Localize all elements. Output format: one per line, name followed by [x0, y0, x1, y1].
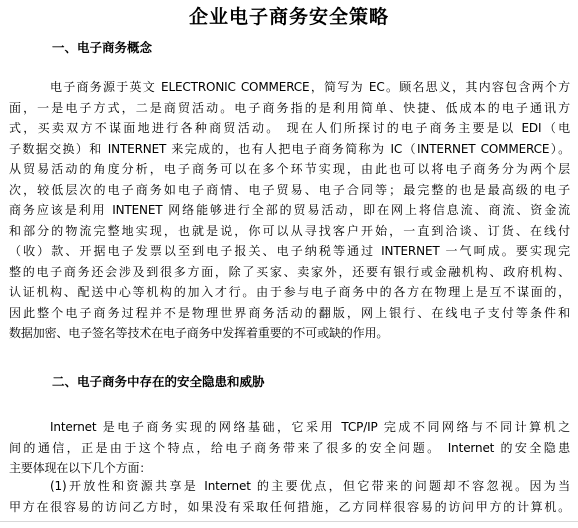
- paragraph-line: 式，买卖双方不谋面地进行各种商贸活动。 现在人们所探讨的电子商务主要是以 EDI（电: [9, 121, 570, 135]
- paragraph-line: （收）款、开据电子发票以至到电子报关、电子纳税等通过 INTERNET 一气呵成。要实现完: [9, 244, 570, 258]
- section-heading-security-risks: 二、电子商务中存在的安全隐患和威胁: [52, 374, 265, 389]
- paragraph-line: 间的通信，正是由于这个特点，给电子商务带来了很多的安全问题。 Internet 的安全隐患: [9, 440, 570, 455]
- paragraph-line: 子数据交换）和 INTERNET 来完成的，也有人把电子商务简称为 IC（INTERNET COMMERCE）。: [9, 141, 570, 156]
- paragraph-line: 从贸易活动的角度分析，电子商务可以在多个环节实现，由此也可以将电子商务分为两个层: [9, 162, 570, 176]
- paragraph-line: 电子商务源于英文 ELECTRONIC COMMERCE，简写为 EC。顾名思义，其内容包含两个方: [50, 80, 570, 94]
- page-bottom-divider: [0, 521, 578, 522]
- section-heading-concept: 一、电子商务概念: [52, 40, 153, 55]
- paragraph-line: 认证机构、配送中心等机构的加入才行。由于参与电子商务中的各方在物理上是互不谋面的，: [9, 285, 570, 299]
- paragraph-line: 和部分的物流完整地实现，也就是说，你可以从寻找客户开始，一直到洽谈、订货、在线付: [9, 223, 570, 238]
- paragraph-line: 甲方在很容易的访问乙方时，如果没有采取任何措施，乙方同样很容易的访问甲方的计算机。: [9, 499, 570, 514]
- paragraph-line: 整的电子商务还会涉及到很多方面，除了买家、卖家外，还要有银行或金融机构、政府机构、: [9, 264, 570, 279]
- paragraph-line: 数据加密、电子签名等技术在电子商务中发挥着重要的不可或缺的作用。: [9, 326, 389, 340]
- paragraph-line: 商务应该是利用 INTENET 网络能够进行全部的贸易活动，即在网上将信息流、商流、资金流: [9, 203, 570, 217]
- paragraph-internet-basis: [9, 417, 570, 479]
- paragraph-line: (1)开放性和资源共享是 Internet 的主要优点，但它带来的问题却不容忽视。因为当: [50, 479, 570, 493]
- paragraph-line: Internet 是电子商务实现的网络基础，它采用 TCP/IP 完成不同网络与不同计算机之: [50, 420, 570, 434]
- paragraph-line: 主要体现在以下几个方面：: [9, 461, 152, 475]
- paragraph-ec-concept: [9, 77, 570, 344]
- paragraph-openness: [9, 476, 570, 517]
- paragraph-line: 次，较低层次的电子商务如电子商情、电子贸易、电子合同等；最完整的也是最高级的电子: [9, 182, 570, 197]
- document-title: 企业电子商务安全策略: [188, 6, 389, 28]
- paragraph-line: 面，一是电子方式，二是商贸活动。电子商务指的是利用简单、快捷、低成本的电子通讯方: [9, 100, 570, 115]
- paragraph-line: 因此整个电子商务过程并不是物理世界商务活动的翻版，网上银行、在线电子支付等条件和: [9, 305, 570, 320]
